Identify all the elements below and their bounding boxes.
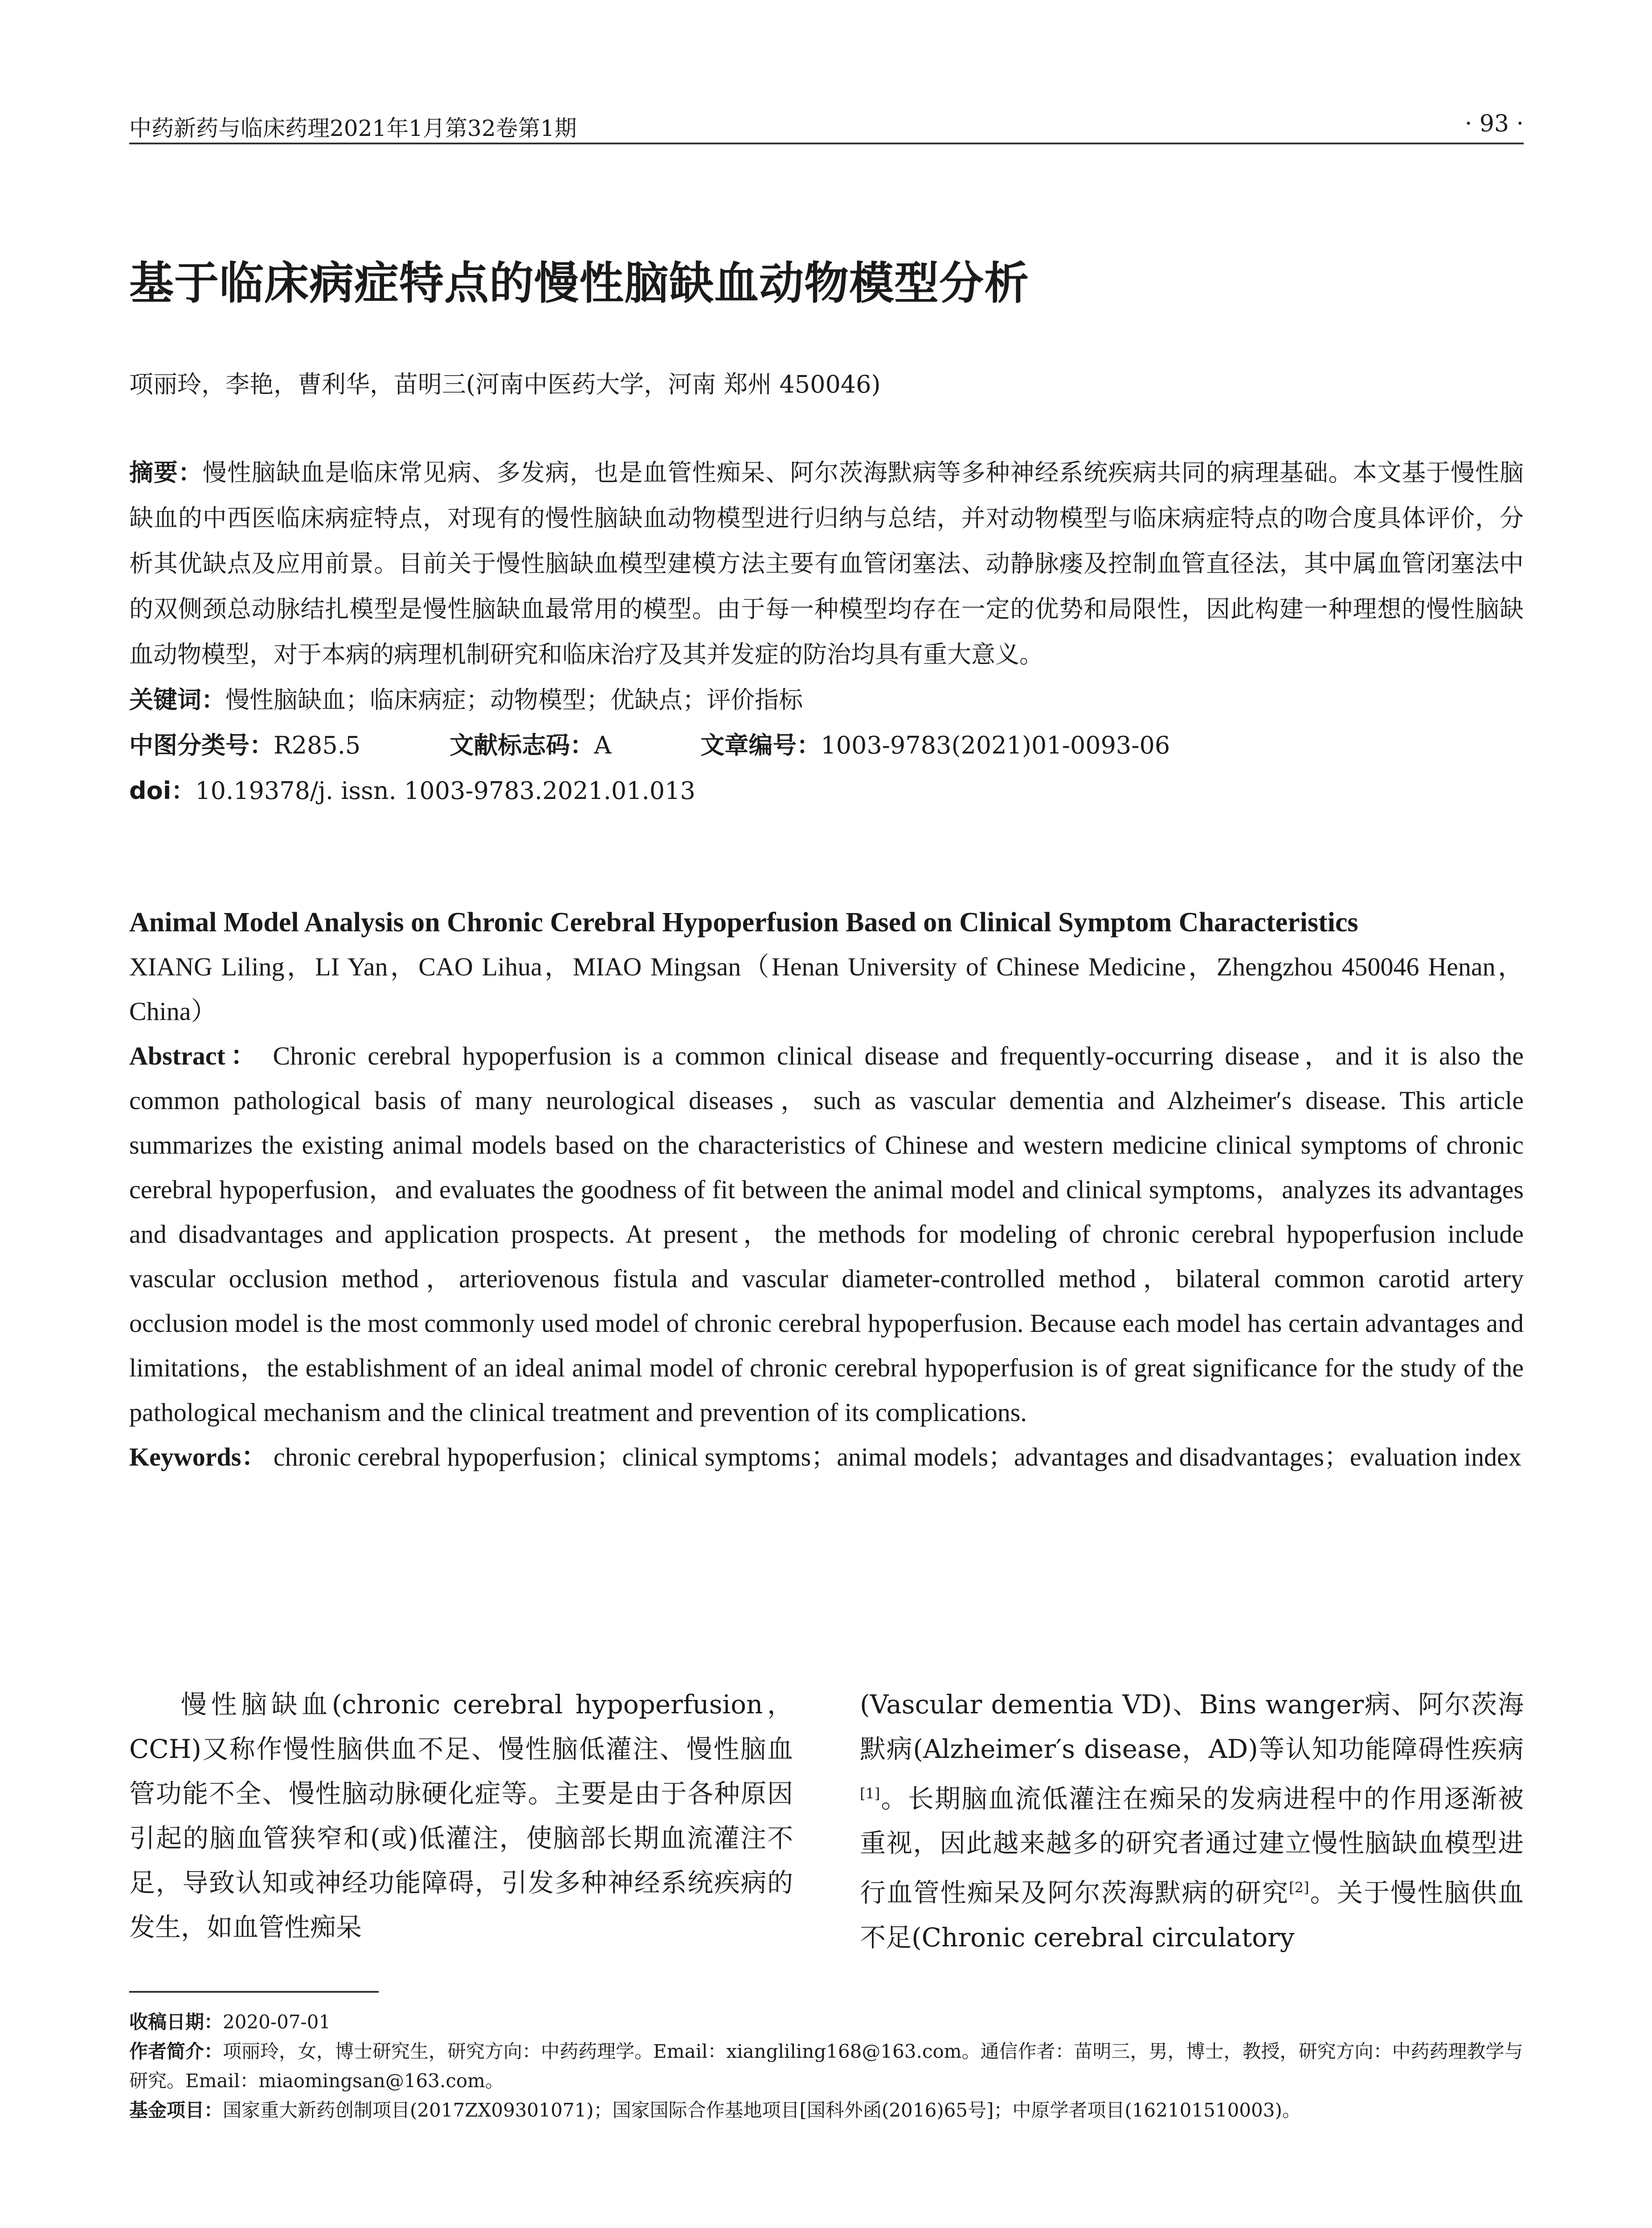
english-abstract bbox=[129, 1034, 1524, 1435]
english-abstract-block bbox=[129, 900, 1524, 1479]
body-paragraph-continued bbox=[860, 1682, 1524, 1960]
body-column-left bbox=[129, 1682, 793, 1950]
running-head bbox=[129, 111, 1524, 142]
author-bio-text: 项丽玲，女，博士研究生，研究方向：中药药理学。Email：xiangliling168@163.com。通信作者：苗明三，男，博士，教授，研究方向：中药药理教学与研究。Email：miaomingsan@163.com。 bbox=[129, 2040, 1523, 2092]
english-title: Animal Model Analysis on Chronic Cerebral Hypoperfusion Based on Clinical Symptom Characteristics bbox=[129, 907, 1358, 938]
authors-affiliation: 项丽玲，李艳，曹利华，苗明三(河南中医药大学，河南 郑州 450046) bbox=[129, 370, 881, 398]
received-date bbox=[129, 2007, 1524, 2037]
chinese-keywords bbox=[129, 677, 1524, 723]
received-label: 收稿日期： bbox=[129, 2011, 223, 2033]
body-text: 。关于慢性脑供血不足(Chronic cerebral circulatory bbox=[860, 1877, 1524, 1953]
clc-value: R285.5 bbox=[274, 731, 361, 759]
header-rule bbox=[129, 143, 1524, 144]
english-abstract-text: Chronic cerebral hypoperfusion is a common clinical disease and frequently-occurring disease，and it is also the common pathological basis of many neurological diseases，such as vascular dementia and Alzheimer′s disease. This article summarizes the existing animal models based on the characteristics of Chinese and western medicine clinical symptoms of chronic cerebral hypoperfusion，and evaluates the goodness of fit between the animal model and clinical symptoms，analyzes its advantages and disadvantages and application prospects. At present，the methods for modeling of chronic cerebral hypoperfusion include vascular occlusion method，arteriovenous fistula and vascular diameter-controlled method，bilateral common carotid artery occlusion model is the most commonly used model of chronic cerebral hypoperfusion. Because each model has certain advantages and limitations，the establishment of an ideal animal model of chronic cerebral hypoperfusion is of great significance for the study of the pathological mechanism and the clinical treatment and prevention of its complications. bbox=[129, 1041, 1524, 1427]
body-paragraph: 慢性脑缺血(chronic cerebral hypoperfusion，CCH)又称作慢性脑供血不足、慢性脑低灌注、慢性脑血管功能不全、慢性脑动脉硬化症等。主要是由于各种原因引起的脑血管狭窄和(或)低灌注，使脑部长期血流灌注不足，导致认知或神经功能障碍，引发多种神经系统疾病的发生，如血管性痴呆 bbox=[129, 1689, 793, 1942]
chinese-abstract bbox=[129, 450, 1524, 677]
body-text: (Vascular dementia VD)、Bins wanger病、阿尔茨海默病(Alzheimer′s disease，AD)等认知功能障碍性疾病 bbox=[860, 1689, 1524, 1764]
chinese-abstract-block bbox=[129, 450, 1524, 814]
author-bio-label: 作者简介： bbox=[129, 2040, 223, 2062]
english-keywords-text: chronic cerebral hypoperfusion；clinical symptoms；animal models；advantages and disadvantages；evaluation index bbox=[273, 1442, 1521, 1471]
citation-ref: [1] bbox=[860, 1785, 880, 1802]
funding-label: 基金项目： bbox=[129, 2099, 223, 2121]
article-title: 基于临床病症特点的慢性脑缺血动物模型分析 bbox=[129, 257, 1029, 309]
author-bio bbox=[129, 2037, 1524, 2096]
funding-text: 国家重大新药创制项目(2017ZX09301071)；国家国际合作基地项目[国科外函(2016)65号]；中原学者项目(162101510003)。 bbox=[223, 2099, 1301, 2121]
english-keywords-label: Keywords： bbox=[129, 1442, 267, 1471]
abstract-label: 摘要： bbox=[129, 459, 203, 487]
keywords-label: 关键词： bbox=[129, 686, 225, 714]
english-keywords bbox=[129, 1435, 1524, 1479]
article-number-value: 1003-9783(2021)01-0093-06 bbox=[821, 731, 1170, 759]
funding bbox=[129, 2096, 1524, 2125]
body-column-right bbox=[860, 1682, 1524, 1960]
english-abstract-label: Abstract： bbox=[129, 1041, 262, 1070]
doccode-value: A bbox=[594, 731, 612, 759]
article-number-label: 文章编号： bbox=[700, 731, 821, 759]
keywords-text: 慢性脑缺血；临床病症；动物模型；优缺点；评价指标 bbox=[225, 686, 803, 714]
received-value: 2020-07-01 bbox=[223, 2011, 331, 2033]
clc-label: 中图分类号： bbox=[129, 731, 274, 759]
footnotes bbox=[129, 2007, 1524, 2125]
english-authors: XIANG Liling，LI Yan，CAO Lihua，MIAO Mingsan（Henan University of Chinese Medicine，Zhengzhou 450046 Henan，China） bbox=[129, 952, 1524, 1026]
body-text: 。长期脑血流低灌注在痴呆的发病进程中的作用逐渐被重视，因此越来越多的研究者通过建立慢性脑缺血模型进行血管性痴呆及阿尔茨海默病的研究 bbox=[860, 1783, 1524, 1908]
page-number: · 93 · bbox=[1464, 111, 1524, 137]
citation-ref: [2] bbox=[1289, 1879, 1309, 1896]
doi-value: 10.19378/j. issn. 1003-9783.2021.01.013 bbox=[195, 777, 695, 805]
journal-issue: 中药新药与临床药理2021年1月第32卷第1期 bbox=[129, 115, 577, 141]
abstract-text: 慢性脑缺血是临床常见病、多发病，也是血管性痴呆、阿尔茨海默病等多种神经系统疾病共同的病理基础。本文基于慢性脑缺血的中西医临床病症特点，对现有的慢性脑缺血动物模型进行归纳与总结，并对动物模型与临床病症特点的吻合度具体评价，分析其优缺点及应用前景。目前关于慢性脑缺血模型建模方法主要有血管闭塞法、动静脉瘘及控制血管直径法，其中属血管闭塞法中的双侧颈总动脉结扎模型是慢性脑缺血最常用的模型。由于每一种模型均存在一定的优势和局限性，因此构建一种理想的慢性脑缺血动物模型，对于本病的病理机制研究和临床治疗及其并发症的防治均具有重大意义。 bbox=[129, 459, 1524, 668]
footnote-rule bbox=[129, 1991, 379, 1993]
doi-label: doi： bbox=[129, 777, 196, 805]
classification-row bbox=[129, 723, 1524, 768]
doi-row bbox=[129, 768, 1524, 814]
doccode-label: 文献标志码： bbox=[450, 731, 594, 759]
